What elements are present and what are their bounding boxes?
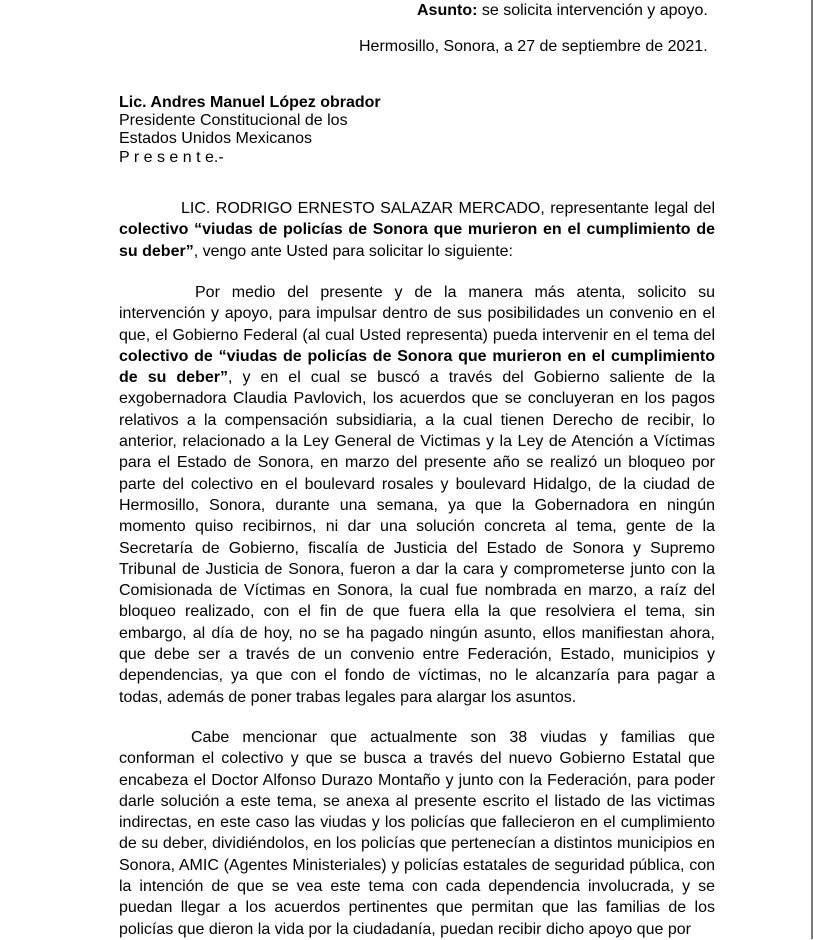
subject-label: Asunto: — [417, 2, 478, 19]
body-paragraph-2 — [119, 727, 715, 940]
body-paragraph-2-text: Cabe mencionar que actualmente son 38 viudas y familias que conforman el colectivo y que se busca a través del nuevo Gobierno Estatal que encabeza el Doctor Alfonso Durazo Montaño y junto con la Federación, para poder darle solución a este tema, se anexa al presente escrito el listado de las victimas indirectas, en este caso las viudas y los policías que fallecieron en el cumplimiento de su deber, dividiéndolos, en los policías que pertenecían a distintos municipios en Sonora, AMIC (Agentes Ministeriales) y policías estatales de seguridad pública, con la intención de que se vea este tema con cada dependencia involucrada, y se puedan llegar a los acuerdos pertinentes que permitan que las familias de los policías que dieron la vida por la ciudadanía, puedan recibir dicho apoyo que por — [119, 729, 715, 938]
presente-salutation: P r e s e n t e.- — [119, 149, 224, 166]
subject-text: se solicita intervención y apoyo. — [477, 2, 708, 19]
body-paragraph-1 — [119, 282, 715, 708]
subject-line — [417, 0, 708, 21]
body-paragraph-1-collective-name: colectivo de “viudas de policías de Sonora que murieron en el cumplimiento de su deber” — [119, 347, 715, 387]
place-date: Hermosillo, Sonora, a 27 de septiembre de 2021. — [359, 38, 708, 55]
recipient-name: Lic. Andres Manuel López obrador — [119, 94, 381, 111]
recipient-title-line1: Presidente Constitucional de los — [119, 112, 348, 129]
intro-collective-name: colectivo “viudas de policías de Sonora que murieron en el cumplimiento de su deber” — [119, 221, 715, 260]
body-paragraph-1-text-1: Por medio del presente y de la manera más atenta, solicito su intervención y apoyo, para impulsar dentro de sus posibilidades un convenio en el que, el Gobierno Federal (al cual Usted representa) pueda intervenir en el tema del — [119, 284, 715, 344]
body-paragraph-1-text-2: , y en el cual se buscó a través del Gobierno saliente de la exgobernadora Claudia Pavlovich, los acuerdos que se concluyeran en los pagos relativos a la compensación subsidiaria, a la cual tienen Derecho de recibir, lo anterior, relacionado a la Ley General de Victimas y la Ley de Atención a Víctimas para el Estado de Sonora, en marzo del presente año se realizó un bloqueo por parte del colectivo en el boulevard rosales y boulevard Hidalgo, de la ciudad de Hermosillo, Sonora, durante una semana, ya que la Gobernadora en ningún momento quiso recibirnos, ni dar una solución concreta al tema, gente de la Secretaría de Gobierno, fiscalía de Justicia del Estado de Sonora y Supremo Tribunal de Justicia de Sonora, fueron a dar la cara y comprometerse junto con la Comisionada de Víctimas en Sonora, la cual fue nombrada en marzo, a raíz del bloqueo realizado, con el fin de que fuera ella la que resolviera el tema, sin embargo, al día de hoy, no se ha pagado ningún asunto, ellos manifiestan ahora, que debe ser a través de un convenio entre Federación, Estado, municipios y dependencias, ya que con el fondo de víctimas, no le alcanzaría para pagar a todas, además de poner trabas legales para alargar los asuntos. — [119, 369, 715, 706]
intro-text-2: , vengo ante Usted para solicitar lo siguiente: — [193, 242, 513, 260]
intro-paragraph — [119, 198, 715, 262]
recipient-title-line2: Estados Unidos Mexicanos — [119, 130, 312, 147]
intro-text-1: LIC. RODRIGO ERNESTO SALAZAR MERCADO, representante legal del — [181, 200, 715, 217]
